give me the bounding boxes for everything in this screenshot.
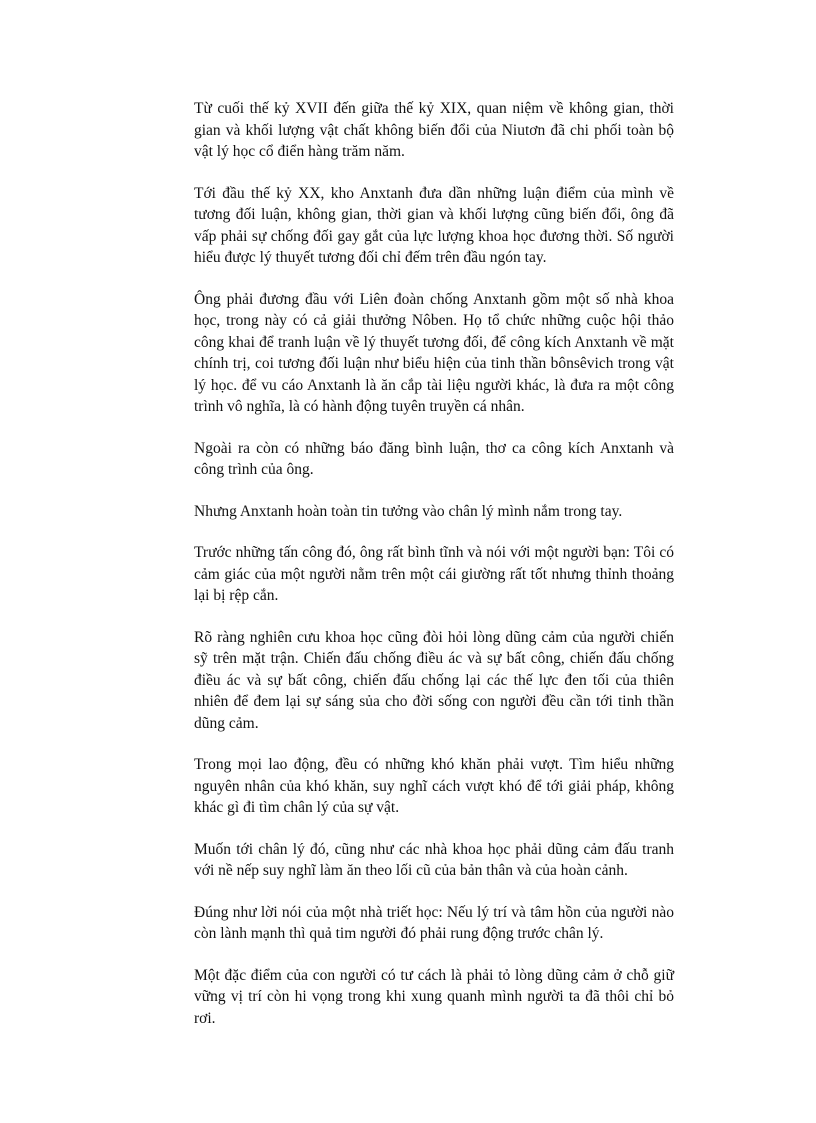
paragraph-7: Rõ ràng nghiên cưu khoa học cũng đòi hỏi lòng dũng cảm của người chiến sỹ trên mặt trận. Chiến đấu chống điều ác và sự bất công, chiến đấu chống điều ác và sự bất công, chiến đấu chống lại các thế lực đen tối của thiên nhiên để đem lại sự sáng sủa cho đời sống con người đều cần tới tinh thần dũng cảm. (194, 628, 674, 732)
paragraph-11: Một đặc điểm của con người có tư cách là phải tỏ lòng dũng cảm ở chỗ giữ vững vị trí còn hi vọng trong khi xung quanh mình người ta đã thôi chỉ bỏ rơi. (194, 966, 674, 1027)
paragraph-9: Muốn tới chân lý đó, cũng như các nhà khoa học phải dũng cảm đấu tranh với nề nếp suy nghĩ làm ăn theo lối cũ của bản thân và của hoàn cảnh. (194, 840, 674, 879)
paragraph-2: Tới đầu thế kỷ XX, kho Anxtanh đưa dần những luận điểm của mình về tương đối luận, không gian, thời gian và khối lượng cũng biến đổi, ông đã vấp phải sự chống đối gay gắt của lực lượng khoa học đương thời. Số người hiểu được lý thuyết tương đối chỉ đếm trên đầu ngón tay. (194, 184, 674, 266)
paragraph-3: Ông phải đương đầu với Liên đoàn chống Anxtanh gồm một số nhà khoa học, trong này có cả giải thưởng Nôben. Họ tổ chức những cuộc hội thảo công khai để tranh luận về lý thuyết tương đối, để công kích Anxtanh về mặt chính trị, coi tương đối luận như biểu hiện của tinh thần bônsêvich trong vật lý học. để vu cáo Anxtanh là ăn cắp tài liệu người khác, là đưa ra một công trình vô nghĩa, là có hành động tuyên truyền cá nhân. (194, 290, 674, 415)
paragraph-6: Trước những tấn công đó, ông rất bình tĩnh và nói với một người bạn: Tôi có cảm giác của một người nằm trên một cái giường rất tốt nhưng thỉnh thoảng lại bị rệp cắn. (194, 544, 674, 604)
paragraph-5: Nhưng Anxtanh hoàn toàn tin tưởng vào chân lý mình nắm trong tay. (194, 502, 623, 520)
document-body (194, 98, 674, 1049)
paragraph-4: Ngoài ra còn có những báo đăng bình luận, thơ ca công kích Anxtanh và công trình của ông. (194, 439, 674, 478)
paragraph-10: Đúng như lời nói của một nhà triết học: Nếu lý trí và tâm hồn của người nào còn lành mạnh thì quả tim người đó phải rung động trước chân lý. (194, 903, 674, 942)
paragraph-1: Từ cuối thế kỷ XVII đến giữa thế kỷ XIX, quan niệm về không gian, thời gian và khối lượng vật chất không biến đổi của Niutơn đã chi phối toàn bộ vật lý học cổ điển hàng trăm năm. (194, 100, 674, 160)
paragraph-8: Trong mọi lao động, đều có những khó khăn phải vượt. Tìm hiểu những nguyên nhân của khó khăn, suy nghĩ cách vượt khó để tới giải pháp, không khác gì đi tìm chân lý của sự vật. (194, 756, 674, 816)
